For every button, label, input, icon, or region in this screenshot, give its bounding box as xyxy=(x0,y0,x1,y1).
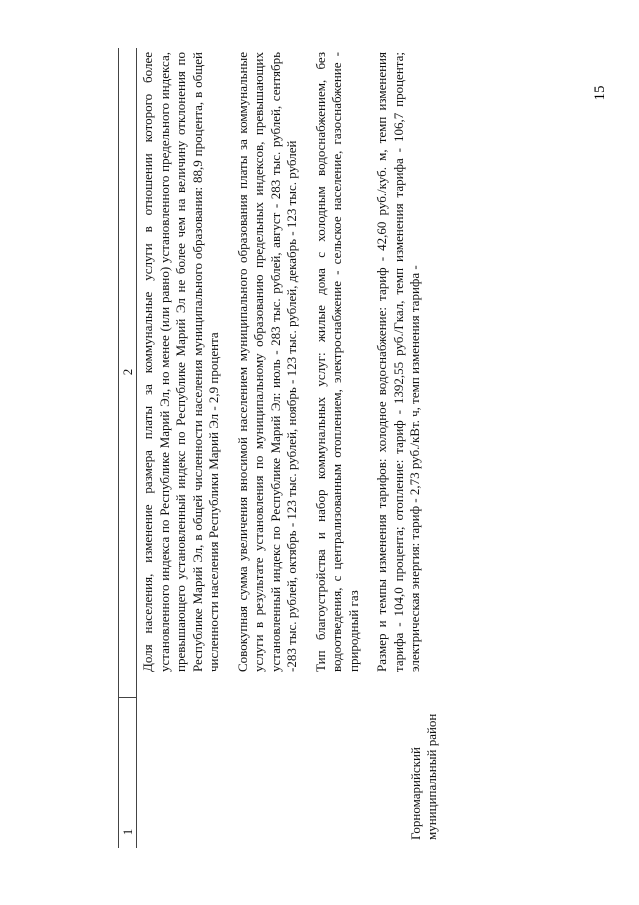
rotated-table xyxy=(118,48,588,848)
paragraph-population-share: Доля населения, изменение размера платы за коммунальные услуги в отношении которого более установленного индекса по Республике Марий Эл, но менее (или равно) установленного предельного индекса, превышающего установленный индекс по Республике Марий Эл не более чем на величину отклонения по Республике Марий Эл, в общей численности населения муниципального образования: 88,9 процента, в общей численности населения Республики Марий Эл - 2,9 процента xyxy=(140,52,221,672)
paragraph-amenities-type: Тип благоустройства и набор коммунальных услуг: жилые дома с холодным водоснабжением, без водоотведения, с централизованным отоплением, электроснабжение - сельское население, газоснабжение - природный газ xyxy=(312,52,361,672)
header-row-border xyxy=(136,48,137,848)
column-divider xyxy=(118,697,136,698)
region-name: Горномарийский муниципальный район xyxy=(408,713,439,840)
column-header-2: 2 xyxy=(120,368,135,376)
page-number: 15 xyxy=(592,85,608,101)
paragraph-payment-increase: Совокупная сумма увеличения вносимой населением муниципального образования платы за коммунальные услуги в результате установления по муниципальному образованию предельных индексов, превышающих установленный индекс по Республике Марий Эл: июль - 283 тыс. рублей, август - 283 тыс. рублей, сентябрь -283 тыс. рублей, октябрь - 123 тыс. рублей, ноябрь - 123 тыс. рублей, декабрь - 123 тыс. рублей xyxy=(234,52,299,672)
table-top-border xyxy=(118,48,119,848)
column-header-1: 1 xyxy=(120,828,135,836)
description-column xyxy=(140,52,436,672)
paragraph-tariffs: Размер и темпы изменения тарифов: холодное водоснабжение: тариф - 42,60 руб./куб. м, темп изменения тарифа - 104,0 процента; отопление: тариф - 1392,55 руб./Гкал, темп изменения тарифа - 106,7 процента; электрическая энергия: тариф - 2,73 руб./кВт. ч, темп изменения тарифа - xyxy=(374,52,422,672)
